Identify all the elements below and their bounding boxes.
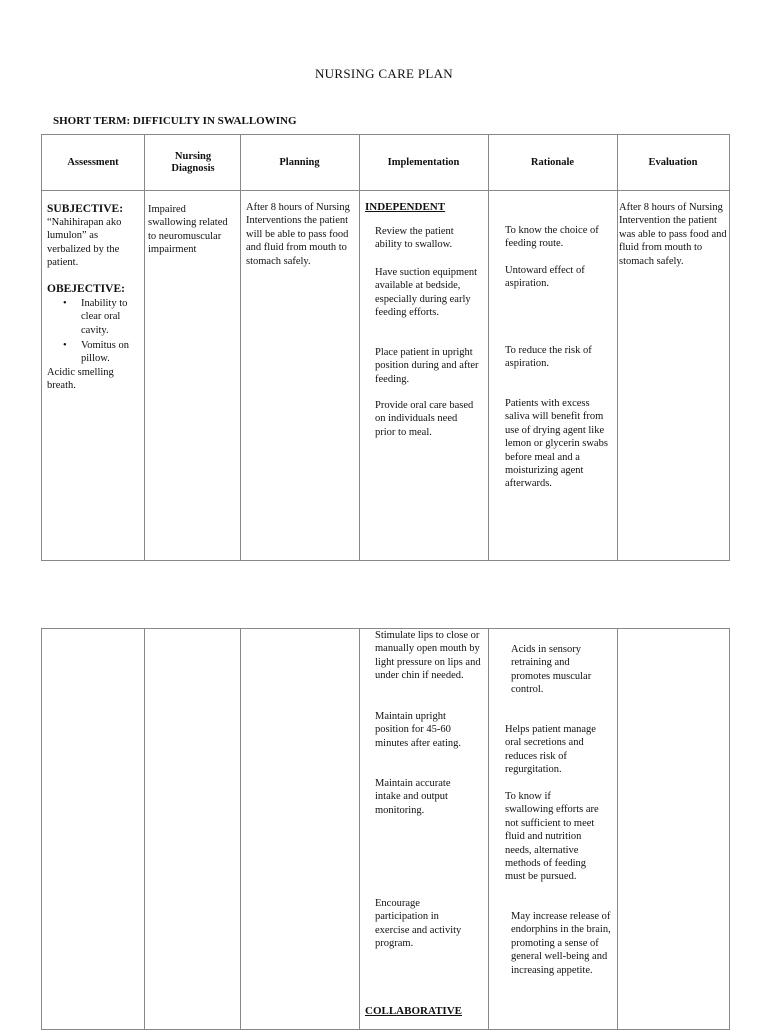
column-divider xyxy=(617,135,618,560)
rationale-item: Untoward effect of aspiration. xyxy=(505,265,585,290)
header-divider xyxy=(42,190,729,191)
implementation-item: Maintain upright position for 45-60 minutes after eating. xyxy=(375,711,462,749)
implementation-item: Maintain accurate intake and output monitoring. xyxy=(375,778,451,816)
independent-label: INDEPENDENT xyxy=(365,201,446,213)
rationale-item: Acids in sensory retraining and promotes muscular control. xyxy=(511,644,592,696)
nursing-diagnosis-text: Impaired swallowing related to neuromuscular impairment xyxy=(148,204,228,256)
page-title: NURSING CARE PLAN xyxy=(314,66,453,81)
header-nursing-diagnosis: Nursing Diagnosis xyxy=(171,150,215,174)
rationale-item: May increase release of endorphins in the brain, promoting a sense of general well-being and increasing appetite. xyxy=(511,911,611,976)
column-divider xyxy=(488,629,489,1029)
care-plan-table-continued xyxy=(41,628,730,1030)
header-implementation: Implementation xyxy=(387,156,460,168)
section-subtitle: SHORT TERM: DIFFICULTY IN SWALLOWING xyxy=(53,115,297,127)
rationale-item: To know the choice of feeding route. xyxy=(505,225,599,250)
header-assessment: Assessment xyxy=(67,156,119,168)
implementation-item: Encourage participation in exercise and activity program. xyxy=(375,898,462,950)
column-divider xyxy=(144,135,145,560)
column-divider xyxy=(488,135,489,560)
column-divider xyxy=(617,629,618,1029)
column-divider xyxy=(144,629,145,1029)
column-divider xyxy=(359,135,360,560)
implementation-item: Place patient in upright position during and after feeding. xyxy=(375,347,479,385)
column-divider xyxy=(359,629,360,1029)
implementation-item: Have suction equipment available at bedside, especially during early feeding efforts. xyxy=(375,267,478,319)
subjective-text: “Nahihirapan ako lumulon” as verbalized by the patient. xyxy=(47,217,122,269)
bullet-icon: • xyxy=(63,340,67,351)
implementation-item: Stimulate lips to close or manually open mouth by light pressure on lips and under chin if needed. xyxy=(375,630,481,682)
objective-label: OBEJECTIVE: xyxy=(47,283,125,295)
header-planning: Planning xyxy=(279,156,320,168)
header-evaluation: Evaluation xyxy=(648,156,698,168)
rationale-item: Patients with excess saliva will benefit from use of drying agent like lemon or glycerin swabs before meal and a moisturizing agent afterwards. xyxy=(505,398,608,490)
implementation-item: Review the patient ability to swallow. xyxy=(375,226,454,251)
rationale-item: Helps patient manage oral secretions and reduces risk of regurgitation. xyxy=(505,724,596,776)
column-divider xyxy=(240,629,241,1029)
objective-extra: Acidic smelling breath. xyxy=(47,367,114,392)
implementation-item: Provide oral care based on individuals need prior to meal. xyxy=(375,400,474,438)
header-rationale: Rationale xyxy=(530,156,575,168)
rationale-item: To reduce the risk of aspiration. xyxy=(505,345,592,370)
evaluation-text: After 8 hours of Nursing Intervention the patient was able to pass food and fluid from mouth to stomach safely. xyxy=(619,202,727,267)
collaborative-label: COLLABORATIVE xyxy=(365,1005,462,1017)
rationale-item: To know if swallowing efforts are not sufficient to meet fluid and nutrition needs, alternative methods of feeding must be pursued. xyxy=(505,791,599,883)
care-plan-table: Assessment Nursing Diagnosis Planning Implementation Rationale Evaluation SUBJECTIVE: “Nahihirapan ako lumulon” as verbalized by the patient. OBEJECTIVE: • Inability to clear oral cavity. • Vomitus on pillow. Acidic smelling breath. Impaired swallowing related to neuromuscular impairment After 8 hours of Nursing Interventions the patient will be able to pass food and fluid from mouth to stomach safely. INDEPENDENT Review the patient ability to swallow. Have suction equipment available at bedside, especially during early feeding efforts. Place patient in upright position during and after feeding. Provide oral care based on individuals need prior to meal. To know the choice of feeding route. Untoward effect of aspiration. To reduce the risk of aspiration. Patients with excess saliva will benefit from use of drying agent like lemon or glycerin swabs before meal and a moisturizing agent afterwards. After 8 hours of Nursing Intervention the patient was able to pass food and fluid from mouth to stomach safely. xyxy=(41,134,730,561)
subjective-label: SUBJECTIVE: xyxy=(47,203,124,215)
planning-text: After 8 hours of Nursing Interventions the patient will be able to pass food and fluid from mouth to stomach safely. xyxy=(246,202,350,267)
bullet-icon: • xyxy=(63,298,67,309)
column-divider xyxy=(240,135,241,560)
